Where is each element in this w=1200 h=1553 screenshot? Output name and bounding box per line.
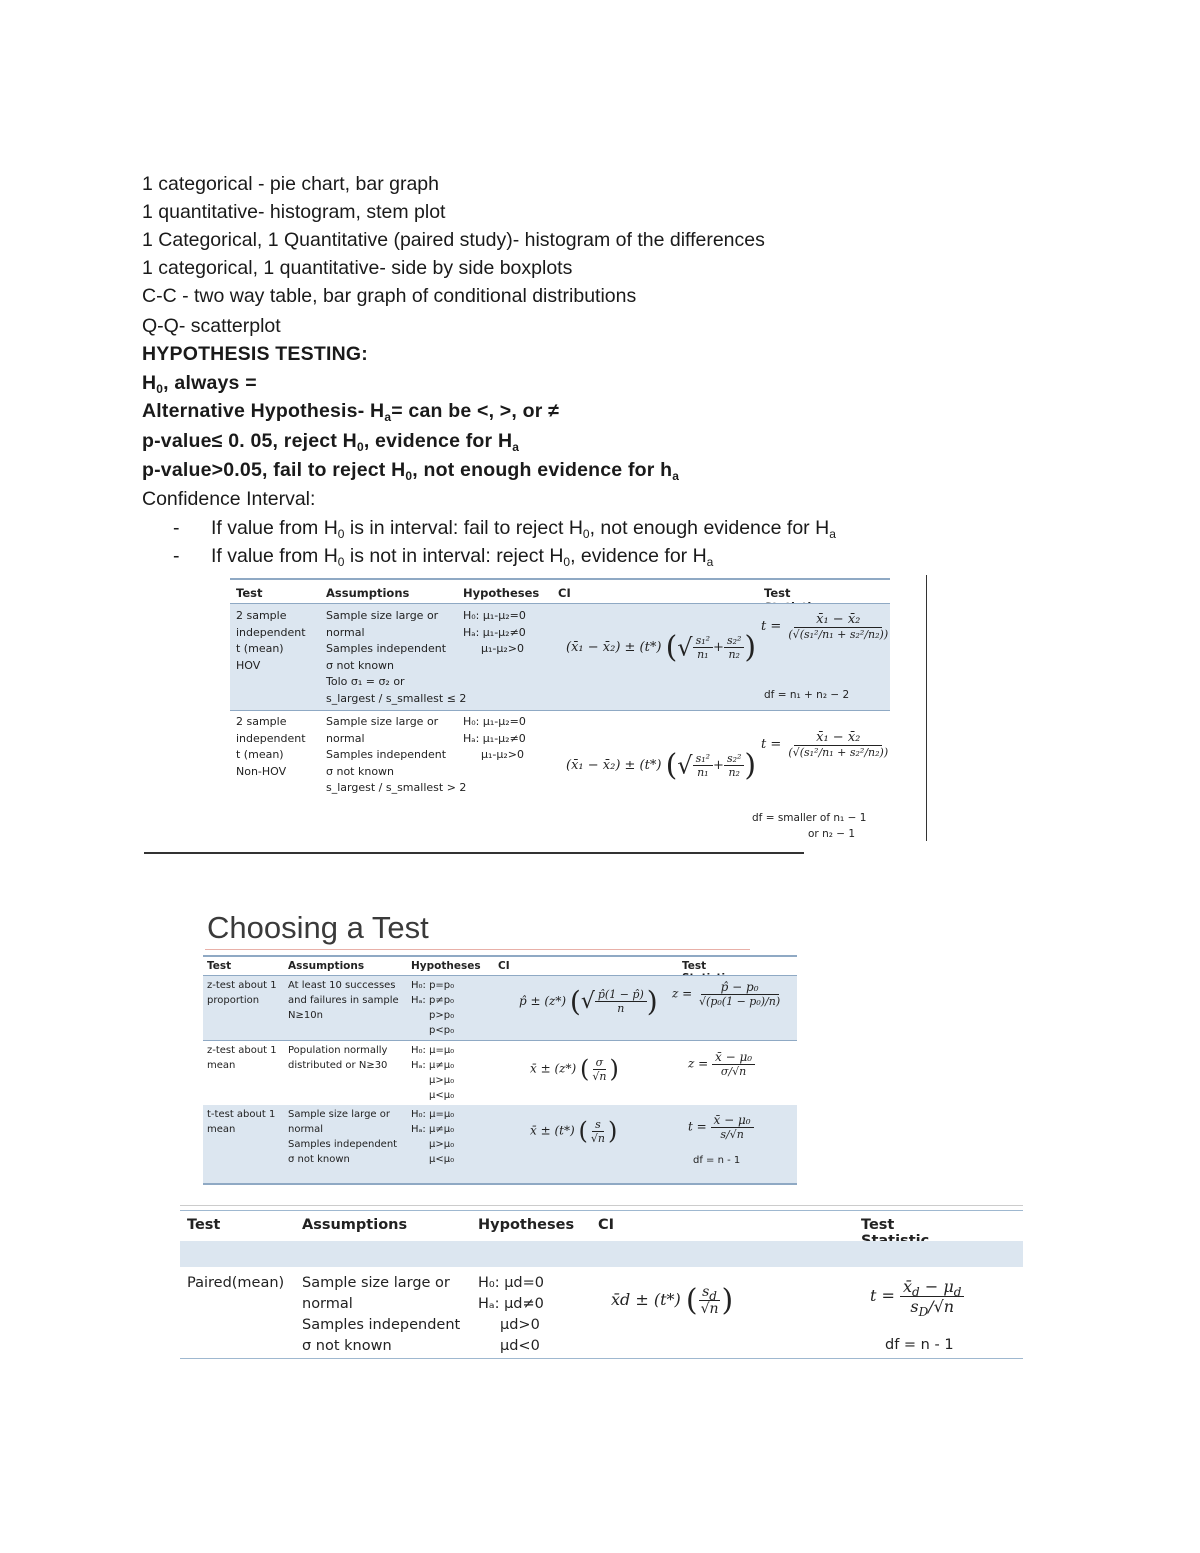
table-top-rule — [180, 1205, 1023, 1206]
hypothesis-heading: HYPOTHESIS TESTING: — [142, 343, 368, 365]
table-top-rule — [203, 955, 797, 957]
title-underline — [205, 949, 750, 950]
col-header: CI — [598, 1217, 615, 1233]
hypotheses-cell: H₀: p=p₀ Hₐ: p≠p₀ p>p₀ p<p₀ — [411, 980, 455, 1036]
ci-formula: p̂ ± (z*) (√ $\frac{p̂(1 - p̂)}{n}$ ) — [519, 985, 658, 1018]
row-rule — [203, 1040, 797, 1041]
hypotheses-cell: H₀: μ=μ₀ Hₐ: μ≠μ₀ μ>μ₀ μ<μ₀ — [411, 1045, 455, 1101]
table-top-rule — [230, 578, 890, 580]
col-header: Test — [861, 1217, 895, 1233]
ci-formula: x̄ ± (z*) ( $\frac{\sigma}{√n}$ ) — [530, 1055, 619, 1083]
col-header: CI — [558, 586, 571, 600]
ci-formula: (x̄₁ − x̄₂) ± (t*) (√ $\frac{\text{s₁²}}{\text{n₁}}$ + $\frac{\text{s₂²}}{\text{n₂}}$ ) — [566, 630, 757, 665]
h0-line: $H_0$, always = — [142, 372, 257, 396]
note-line: Q-Q- scatterplot — [142, 315, 281, 337]
test-statistic-formula: t = $\frac{\text{x̄₁ − x̄₂}}{\text{(√(s₁²/n₁ + s₂²/n₂))}}$ — [761, 612, 889, 641]
assumptions-cell: Population normally distributed or N≥30 — [288, 1045, 388, 1071]
hypotheses-cell: H₀: μd=0 Hₐ: μd≠0 μd>0 μd<0 — [478, 1275, 545, 1354]
col-header: CI — [498, 960, 510, 972]
assumptions-cell: Sample size large or normal Samples independent σ not known — [302, 1275, 461, 1354]
assumptions-cell: At least 10 successes and failures in sample N≥10n — [288, 980, 399, 1021]
test-cell: z-test about 1 mean — [207, 1045, 277, 1071]
col-header: Test — [764, 586, 791, 600]
alt-hypothesis-line: Alternative Hypothesis- $H_a=$ can be <, >, or ≠ — [142, 400, 560, 424]
section-divider — [144, 852, 804, 854]
df-label: df = n - 1 — [693, 1155, 741, 1166]
assumptions-cell: Sample size large or normal Samples independent σ not known s_largest / s_smallest > 2 — [326, 715, 467, 794]
test-cell: 2 sample independent t (mean) HOV — [236, 609, 306, 672]
col-header: Test — [187, 1217, 221, 1233]
bullet-item: - If value from $H_0$ is in interval: fail to reject $H_0$, not enough evidence for $H_a$ — [173, 517, 836, 541]
df-label: df = n₁ + n₂ − 2 — [764, 689, 850, 701]
choosing-test-title: Choosing a Test — [207, 910, 429, 945]
df-label: df = smaller of n₁ − 1 — [752, 812, 867, 824]
test-statistic-formula: z = $\frac{\text{p̂ − p₀}}{\text{√(p₀(1 − p₀)/n)}}$ — [672, 980, 781, 1008]
test-cell: t-test about 1 mean — [207, 1109, 276, 1135]
test-cell: Paired(mean) — [187, 1275, 285, 1291]
col-header: Test — [682, 960, 707, 972]
note-line: C-C - two way table, bar graph of conditional distributions — [142, 285, 637, 307]
df-label: df = n - 1 — [885, 1337, 954, 1353]
pvalue-reject-line: p-value≤ 0. 05, reject $H_0$, evidence for $H_a$ — [142, 430, 520, 454]
row-rule — [230, 710, 890, 711]
col-header: Test — [236, 586, 263, 600]
col-header: Assumptions — [288, 960, 365, 972]
ci-formula: (x̄₁ − x̄₂) ± (t*) (√ $\frac{\text{s₁²}}{\text{n₁}}$ + $\frac{\text{s₂²}}{\text{n₂}}$ ) — [566, 748, 757, 783]
hypotheses-cell: H₀: μ₁-μ₂=0 Hₐ: μ₁-μ₂≠0 μ₁-μ₂>0 — [463, 715, 526, 761]
assumptions-cell: Sample size large or normal Samples independent σ not known Tolo σ₁ = σ₂ or s_largest / s_smallest ≤ 2 — [326, 609, 467, 705]
col-header: Hypotheses — [463, 586, 540, 600]
hypotheses-cell: H₀: μ₁-μ₂=0 Hₐ: μ₁-μ₂≠0 μ₁-μ₂>0 — [463, 609, 526, 655]
ci-formula: x̄ ± (t*) ( $\frac{s}{√n}$ ) — [530, 1117, 618, 1145]
table-top-rule — [180, 1210, 1023, 1211]
test-statistic-formula: t = $\frac{\text{x̄₁ − x̄₂}}{\text{(√(s₁²/n₁ + s₂²/n₂))}}$ — [761, 730, 889, 759]
col-header: Assumptions — [326, 586, 410, 600]
note-line: 1 categorical, 1 quantitative- side by side boxplots — [142, 257, 573, 279]
col-header: Test — [207, 960, 232, 972]
col-header: Hypotheses — [411, 960, 481, 972]
row-shade — [180, 1241, 1023, 1267]
ci-formula: x̄d ± (t*) ( $\frac{s_d}{√n}$ ) — [611, 1283, 734, 1318]
col-header: Hypotheses — [478, 1217, 575, 1233]
test-statistic-formula: t = $\frac{\text{x̄ − μ₀}}{s/√n}$ — [688, 1113, 754, 1141]
assumptions-cell: Sample size large or normal Samples independent σ not known — [288, 1109, 398, 1165]
test-statistic-formula: z = $\frac{\text{x̄ − μ₀}}{\sigma/√n}$ — [688, 1050, 755, 1078]
df-label: or n₂ − 1 — [808, 828, 856, 840]
hypotheses-cell: H₀: μ=μ₀ Hₐ: μ≠μ₀ μ>μ₀ μ<μ₀ — [411, 1109, 455, 1165]
ci-label: Confidence Interval: — [142, 488, 316, 510]
pvalue-fail-line: p-value>0.05, fail to reject $H_0$, not enough evidence for $h_a$ — [142, 459, 680, 483]
test-statistic-formula: t = $\frac{x̄_d - \mu_d}{s_D/√n}$ — [870, 1277, 964, 1316]
vertical-rule — [926, 575, 927, 841]
note-line: 1 quantitative- histogram, stem plot — [142, 201, 446, 223]
bullet-item: - If value from $H_0$ is not in interval: reject $H_0$, evidence for $H_a$ — [173, 545, 714, 569]
test-cell: z-test about 1 proportion — [207, 980, 277, 1006]
note-line: 1 Categorical, 1 Quantitative (paired study)- histogram of the differences — [142, 229, 765, 251]
col-header: Assumptions — [302, 1217, 408, 1233]
test-cell: 2 sample independent t (mean) Non-HOV — [236, 715, 306, 778]
table-bottom-rule — [203, 1183, 797, 1185]
table-bottom-rule — [180, 1358, 1023, 1359]
note-line: 1 categorical - pie chart, bar graph — [142, 173, 439, 195]
